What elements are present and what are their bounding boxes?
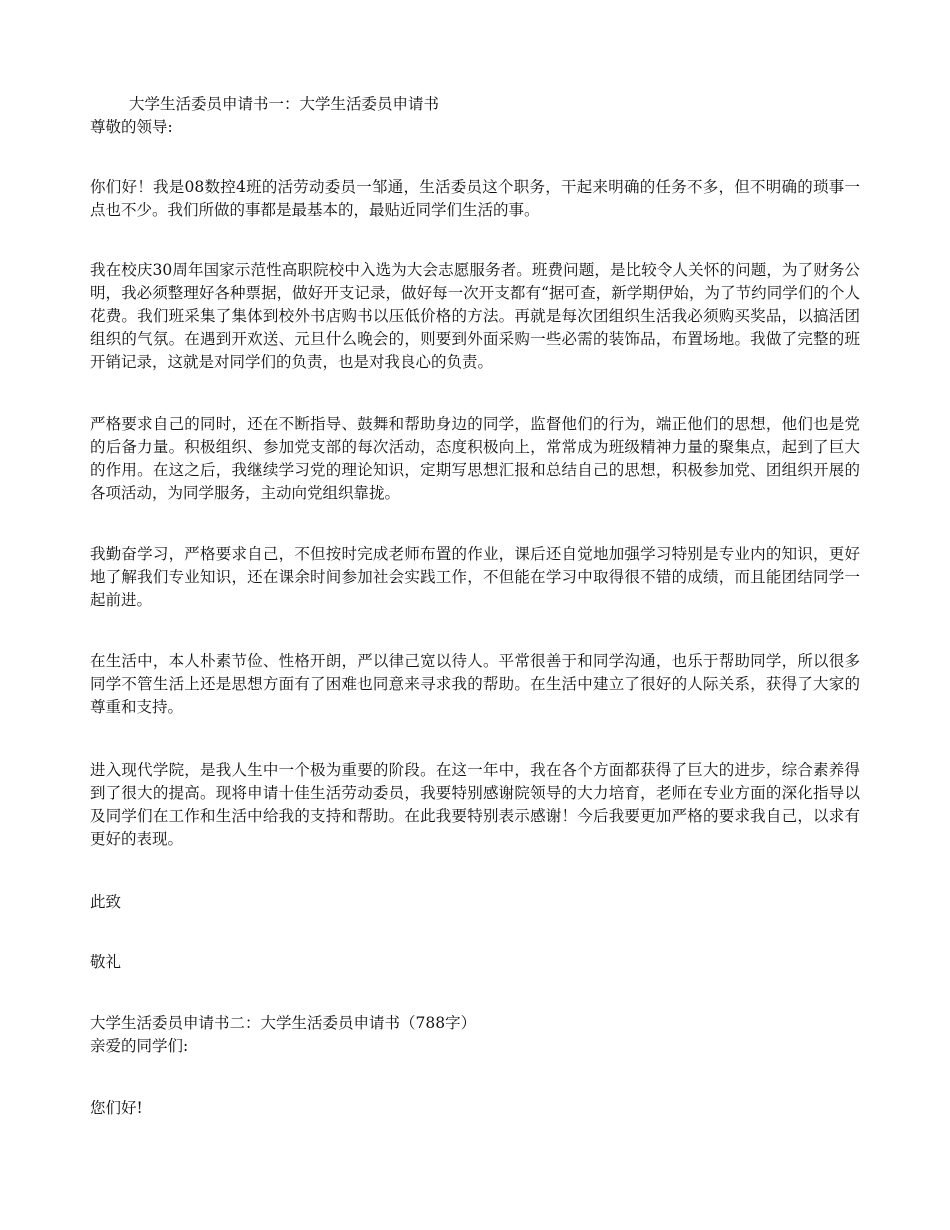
paragraph-6: 进入现代学院，是我人生中一个极为重要的阶段。在这一年中，我在各个方面都获得了巨大的进步，综合素养得到了很大的提高。现将申请十佳生活劳动委员，我要特别感谢院领导的大力培育，老师在专业方面的深化指导以及同学们在工作和生活中给我的支持和帮助。在此我要特别表示感谢！今后我要更加严格的要求我自己，以求有更好的表现。 (90, 761, 860, 848)
greeting-2: 您们好! (90, 1099, 143, 1117)
paragraph-5: 在生活中，本人朴素节俭、性格开朗，严以律己宽以待人。平常很善于和同学沟通，也乐于帮助同学，所以很多同学不管生活上还是思想方面有了困难也同意来寻求我的帮助。在生活中建立了很好的人际关系，获得了大家的尊重和支持。 (90, 652, 860, 716)
paragraph-4: 我勤奋学习，严格要求自己，不但按时完成老师布置的作业，课后还自觉地加强学习特别是专业内的知识，更好地了解我们专业知识，还在课余时间参加社会实践工作，不但能在学习中取得很不错的成绩，而且能团结同学一起前进。 (90, 545, 860, 609)
paragraph-1: 你们好！我是08数控4班的活劳动委员一邹通，生活委员这个职务，干起来明确的任务不多，但不明确的琐事一点也不少。我们所做的事都是最基本的，最贴近同学们生活的事。 (90, 178, 860, 219)
salutation-2: 亲爱的同学们: (90, 1037, 189, 1055)
paragraph-2: 我在校庆30周年国家示范性高职院校中入选为大会志愿服务者。班费问题，是比较令人关怀的问题，为了财务公明，我必须整理好各种票据，做好开支记录，做好每一次开支都有“据可查，新学期伊始，为了节约同学们的个人花费。我们班采集了集体到校外书店购书以压低价格的方法。再就是每次团组织生活我必须购买奖品，以搞活团组织的气氛。在遇到开欢送、元旦什么晚会的，则要到外面采购一些必需的装饰品，布置场地。我做了完整的班开销记录，这就是对同学们的负责，也是对我良心的负责。 (90, 261, 860, 371)
closing-2: 敬礼 (90, 953, 122, 971)
salutation-1: 尊敬的领导: (90, 118, 173, 136)
document-title-2: 大学生活委员申请书二：大学生活委员申请书（788字） (90, 1014, 477, 1032)
document-title-1: 大学生活委员申请书一：大学生活委员申请书 (129, 95, 440, 113)
closing-1: 此致 (90, 893, 122, 911)
paragraph-3: 严格要求自己的同时，还在不断指导、鼓舞和帮助身边的同学，监督他们的行为，端正他们的思想，他们也是党的后备力量。积极组织、参加党支部的每次活动，态度积极向上，常常成为班级精神力量的聚集点，起到了巨大的作用。在这之后，我继续学习党的理论知识，定期写思想汇报和总结自己的思想，积极参加党、团组织开展的各项活动，为同学服务，主动向党组织靠拢。 (90, 415, 860, 502)
